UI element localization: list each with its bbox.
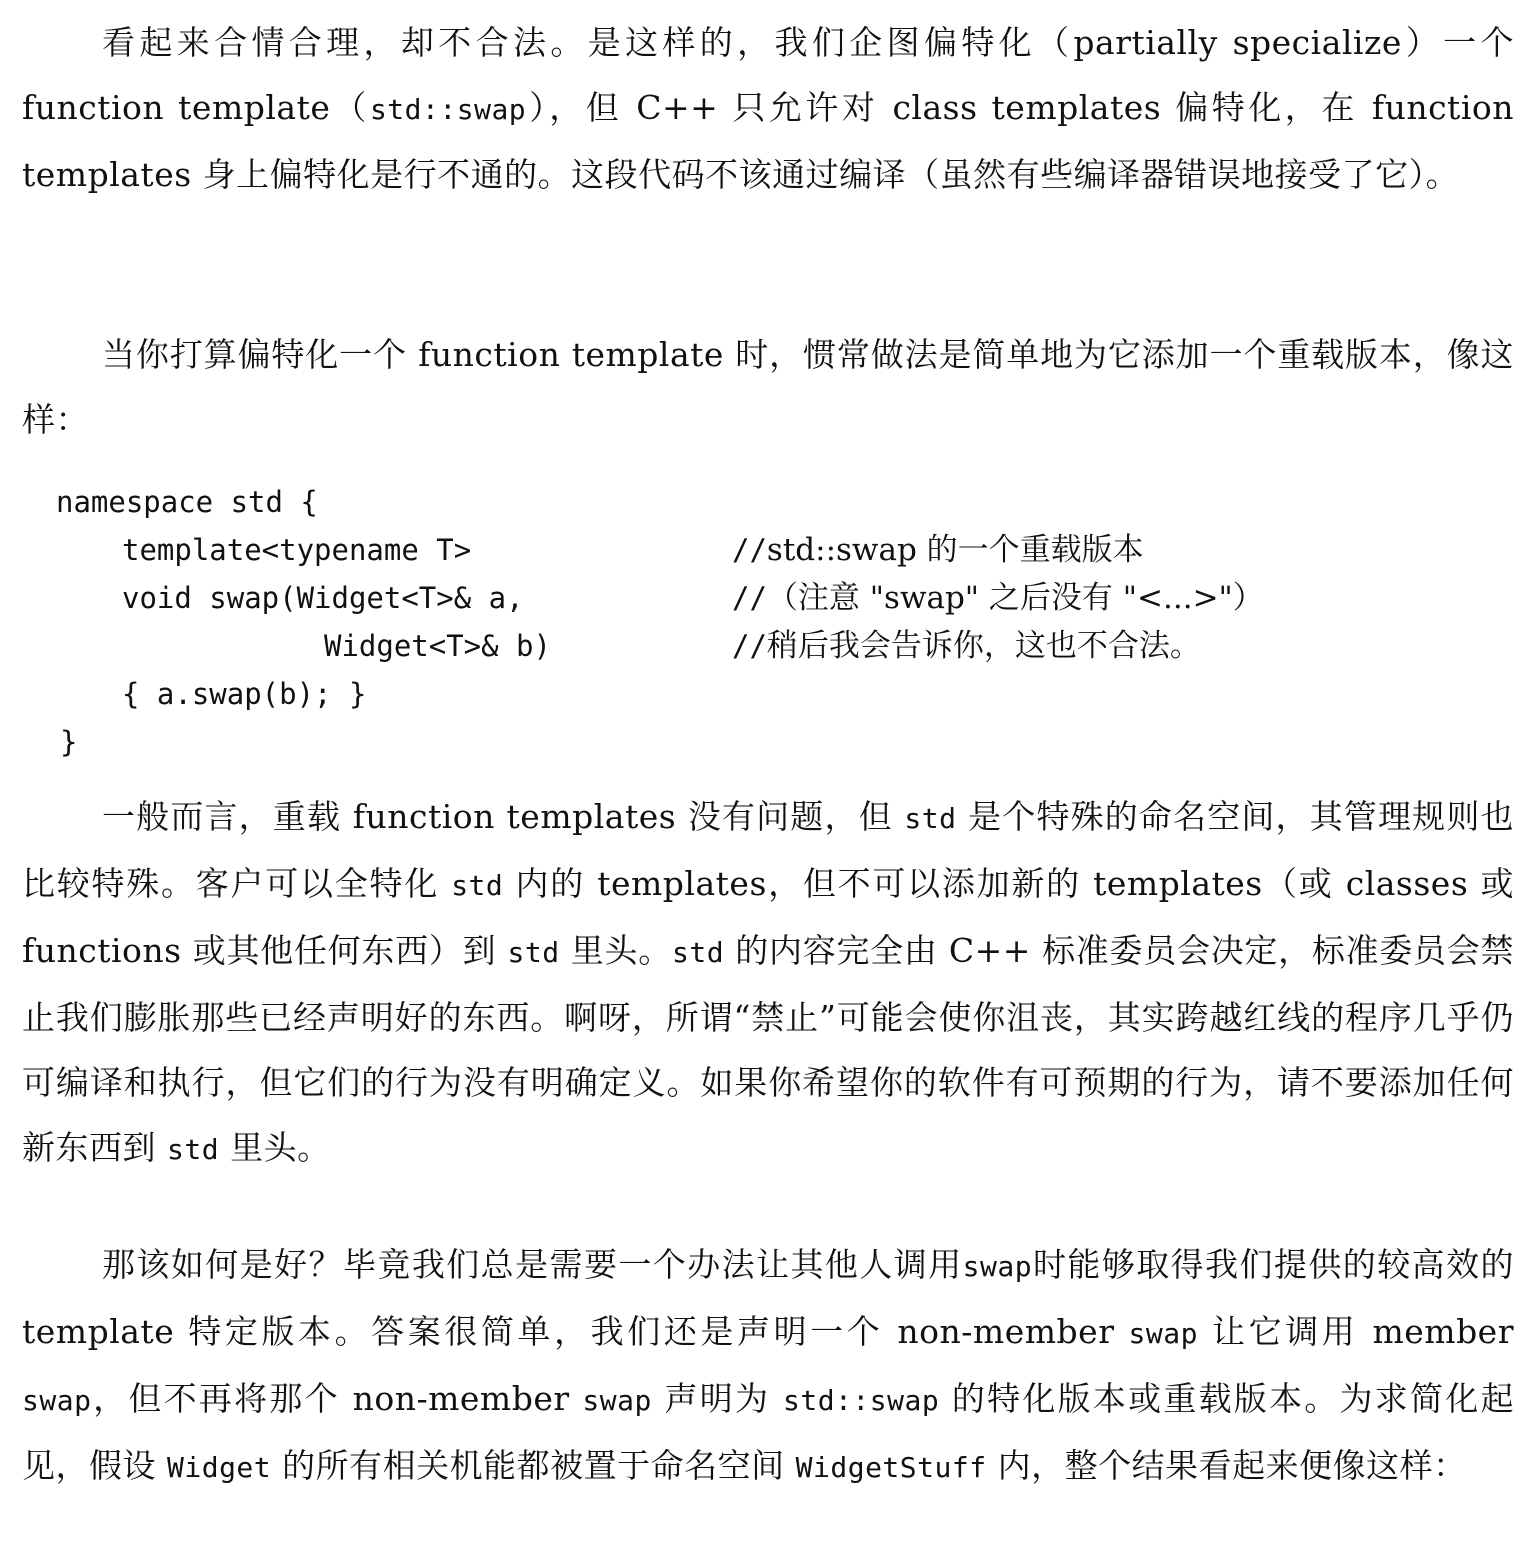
inline-code: std xyxy=(451,869,504,902)
text-run: 当你打算偏特化一个 function template 时，惯常做法是简单地为它添加一个重载版本，像这样： xyxy=(22,335,1514,439)
text-run: 的所有相关机能都被置于命名空间 xyxy=(271,1446,796,1485)
code-line xyxy=(56,526,1496,574)
code-line xyxy=(56,670,1496,718)
code-comment xyxy=(732,526,1144,574)
code-text: Widget<T>& b) xyxy=(324,629,551,663)
text-run: ），但 C++ 只允许对 class templates 偏特化，在 function templates 身上偏特化是行不通的。这段代码不该通过编译（虽然有些编译器错误地接受了它）。 xyxy=(22,88,1514,194)
text-run: 声明为 xyxy=(651,1379,783,1418)
text-run: ，但不再将那个 non-member xyxy=(91,1379,583,1418)
text-run: 里头。 xyxy=(219,1128,331,1167)
inline-code: std xyxy=(904,802,957,835)
code-text: void swap(Widget<T>& a, xyxy=(122,581,524,615)
text-run: 里头。 xyxy=(559,931,672,970)
code-line xyxy=(56,718,1496,766)
text-run: 内的 templates，但不可以添加新的 templates（或 classes 或 functions 或其他任何东西）到 xyxy=(22,864,1514,970)
code-text: template<typename T> xyxy=(122,533,472,567)
text-run: 时能够取得我们提供的较高效的 template 特定版本。答案很简单，我们还是声明一个 non-member xyxy=(22,1245,1515,1351)
inline-code: swap xyxy=(22,1384,92,1417)
inline-code: Widget xyxy=(167,1451,272,1484)
paragraph-std-namespace-rules xyxy=(22,784,1514,1182)
inline-code: WidgetStuff xyxy=(795,1451,987,1484)
text-run: 的特化版本或重载版本。为求简化起见，假设 xyxy=(22,1379,1514,1485)
comment-text: （注意 "swap" 之后没有 "<...>"） xyxy=(766,580,1264,616)
text-run: 内，整个结果看起来便像这样： xyxy=(986,1446,1467,1485)
code-line xyxy=(56,478,1496,526)
paragraph-overload-approach xyxy=(22,322,1514,452)
comment-text: 稍后我会告诉你，这也不合法。 xyxy=(766,628,1201,664)
comment-marker: // xyxy=(732,629,767,663)
code-comment xyxy=(732,574,1264,622)
inline-code: std::swap xyxy=(782,1384,940,1417)
inline-code: swap xyxy=(582,1384,652,1417)
text-run: 那该如何是好？毕竟我们总是需要一个办法让其他人调用 xyxy=(102,1245,963,1284)
text-run: 让它调用 member xyxy=(1197,1312,1514,1351)
code-text: namespace std { xyxy=(56,485,318,519)
inline-code: std xyxy=(507,936,560,969)
inline-code: std xyxy=(671,936,725,969)
inline-code: swap xyxy=(962,1250,1033,1283)
code-comment xyxy=(732,622,1201,670)
paragraph-partial-specialization xyxy=(22,10,1514,207)
code-text: } xyxy=(60,725,78,759)
inline-code: std xyxy=(167,1133,220,1166)
comment-marker: // xyxy=(732,581,767,615)
code-block-std-swap-overload xyxy=(56,478,1496,766)
inline-code: std::swap xyxy=(369,93,527,126)
text-run: 的内容完全由 C++ 标准委员会决定，标准委员会禁止我们膨胀那些已经声明好的东西。啊呀，所谓“禁止”可能会使你沮丧，其实跨越红线的程序几乎仍可编译和执行，但它们的行为没有明确定义。如果你希望你的软件有可预期的行为，请不要添加任何新东西到 xyxy=(22,931,1514,1167)
text-run: 是个特殊的命名空间，其管理规则也比较特殊。客户可以全特化 xyxy=(22,797,1514,903)
code-line xyxy=(56,574,1496,622)
code-text: { a.swap(b); } xyxy=(122,677,367,711)
text-run: 看起来合情合理，却不合法。是这样的，我们企图偏特化（partially specialize）一个 function template（ xyxy=(22,23,1514,127)
code-line xyxy=(56,622,1496,670)
comment-marker: // xyxy=(732,533,767,567)
comment-text: std::swap 的一个重载版本 xyxy=(766,532,1144,568)
text-run: 一般而言，重载 function templates 没有问题，但 xyxy=(102,797,905,836)
paragraph-non-member-swap xyxy=(22,1232,1514,1500)
inline-code: swap xyxy=(1128,1317,1198,1350)
